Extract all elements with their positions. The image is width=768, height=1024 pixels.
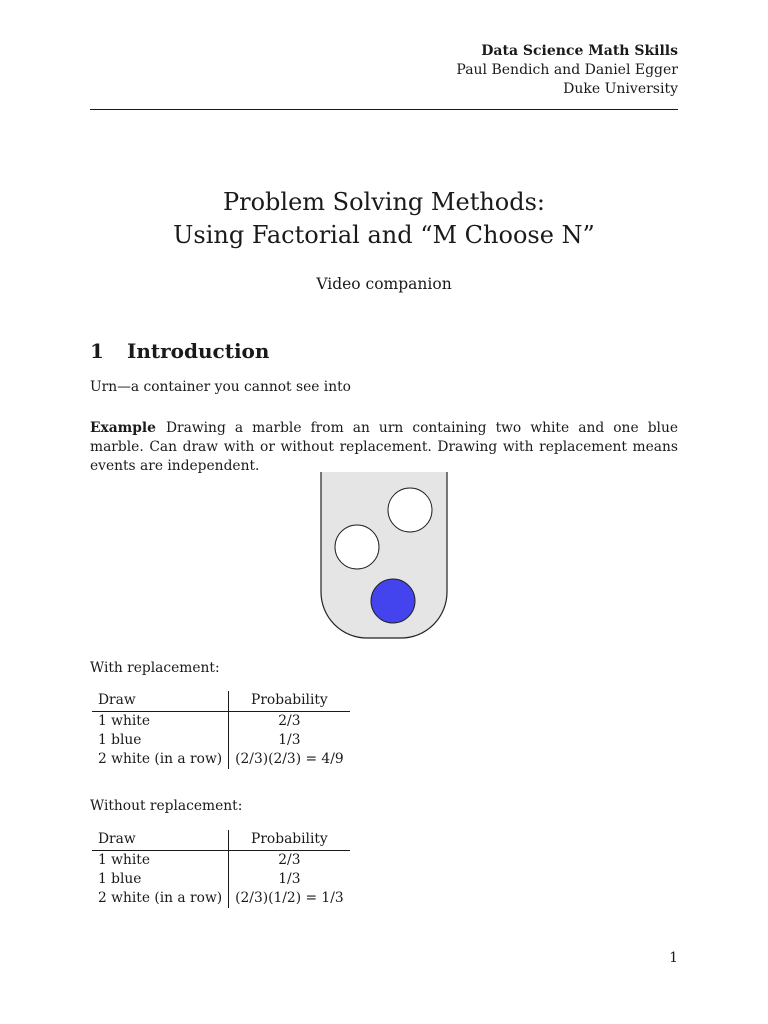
example-text: Drawing a marble from an urn containing two white and one blue marble. Can draw with or without replacement. Drawing with replacement means events are independent. bbox=[90, 420, 678, 474]
column-header-probability: Probability bbox=[229, 830, 350, 851]
page-header bbox=[456, 42, 678, 99]
white-marble bbox=[388, 488, 432, 532]
draw-cell: 1 white bbox=[92, 851, 229, 871]
draw-cell: 1 blue bbox=[92, 731, 229, 750]
section-title: Introduction bbox=[127, 339, 270, 363]
table-row bbox=[92, 851, 350, 871]
column-header-draw: Draw bbox=[92, 691, 229, 712]
title-line-1: Problem Solving Methods: bbox=[222, 188, 546, 216]
example-label: Example bbox=[90, 420, 156, 436]
table-row bbox=[92, 870, 350, 889]
draw-cell: 2 white (in a row) bbox=[92, 750, 229, 769]
table-row bbox=[92, 889, 350, 908]
draw-cell: 1 blue bbox=[92, 870, 229, 889]
probability-cell: 1/3 bbox=[278, 732, 301, 748]
blue-marble bbox=[371, 579, 415, 623]
table-row bbox=[92, 712, 350, 732]
header-rule bbox=[90, 109, 678, 110]
urn-figure bbox=[318, 472, 450, 646]
probability-cell: (2/3)(1/2) = 1/3 bbox=[235, 890, 344, 906]
probability-cell: 1/3 bbox=[278, 871, 301, 887]
document-subtitle: Video companion bbox=[316, 275, 452, 293]
with-replacement-table bbox=[92, 691, 350, 769]
author-names: Paul Bendich and Daniel Egger bbox=[456, 62, 678, 78]
page-number: 1 bbox=[669, 950, 678, 966]
title-line-2: Using Factorial and “M Choose N” bbox=[173, 221, 595, 249]
with-replacement-label: With replacement: bbox=[90, 660, 220, 676]
course-name: Data Science Math Skills bbox=[481, 43, 678, 59]
table-row bbox=[92, 731, 350, 750]
white-marble bbox=[335, 525, 379, 569]
section-heading bbox=[90, 339, 269, 363]
without-replacement-label: Without replacement: bbox=[90, 798, 243, 814]
column-header-draw: Draw bbox=[92, 830, 229, 851]
probability-cell: 2/3 bbox=[278, 852, 301, 868]
table-row bbox=[92, 750, 350, 769]
draw-cell: 2 white (in a row) bbox=[92, 889, 229, 908]
without-replacement-table bbox=[92, 830, 350, 908]
table-header-row bbox=[92, 830, 350, 851]
example-paragraph bbox=[90, 419, 678, 476]
urn-illustration bbox=[318, 472, 450, 642]
affiliation: Duke University bbox=[563, 81, 678, 97]
urn-definition: Urn—a container you cannot see into bbox=[90, 379, 351, 395]
draw-cell: 1 white bbox=[92, 712, 229, 732]
section-number: 1 bbox=[90, 339, 104, 363]
column-header-probability: Probability bbox=[229, 691, 350, 712]
probability-cell: (2/3)(2/3) = 4/9 bbox=[235, 751, 344, 767]
probability-cell: 2/3 bbox=[278, 713, 301, 729]
table-header-row bbox=[92, 691, 350, 712]
document-title bbox=[0, 186, 768, 252]
